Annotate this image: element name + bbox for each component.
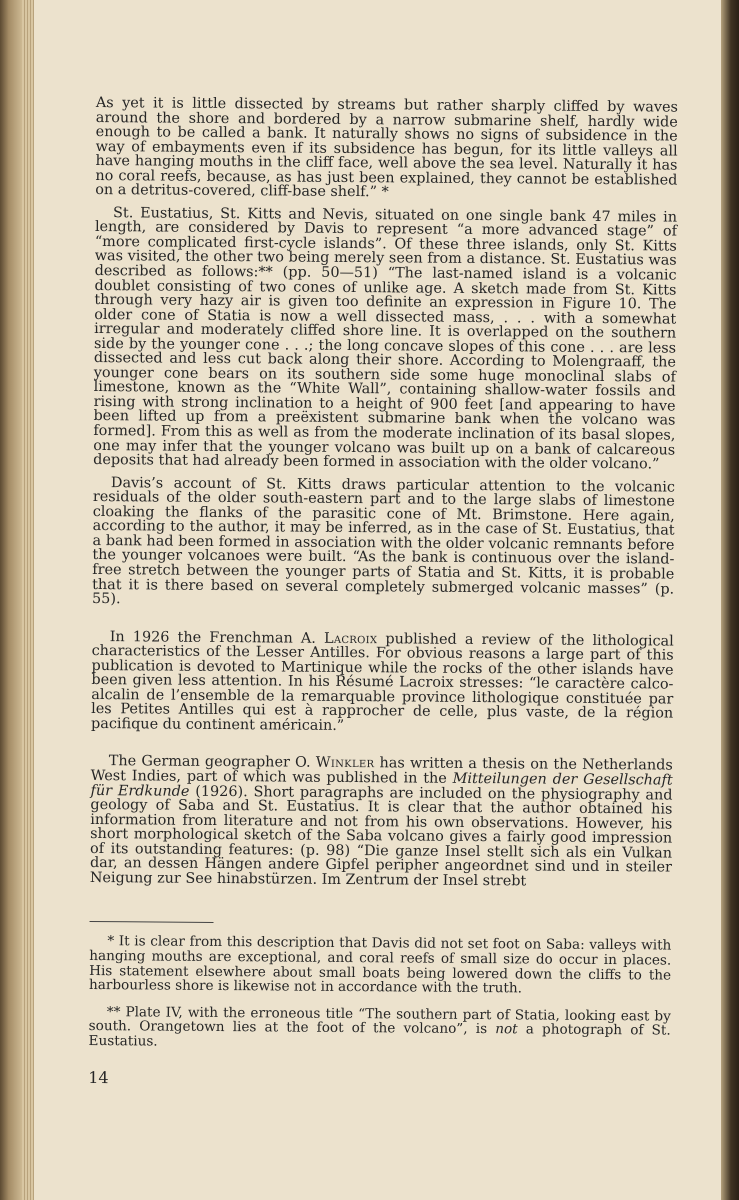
author-name-lacroix: Lacroix <box>323 630 378 647</box>
emphasis-not: not <box>495 1021 518 1038</box>
paragraph-2: St. Eustatius, St. Kitts and Nevis, situated on one single bank 47 miles in length, are considered by Davis to represent “a more advanced stage” of “more complicated first-cycle islands”. Of these three islands, only St. Kitts was visited, the other two being merely seen from a distance. St. Eustatius was described as follows:** (pp. 50—51) “The last-named island is a volcanic doublet consisting of two cones of unlike age. A sketch made from St. Kitts through very hazy air is given too definite an expression in Figure 10. The older cone of Statia is now a well dissected mass, . . . with a somewhat irregular and moderately cliffed shore line. It is overlapped on the southern side by the younger cone . . .; the long concave slopes of this cone . . . are less dissected and less cut back along their shore. According to Molengraaff, the younger cone bears on its southern side some huge monoclinal slabs of limestone, known as the “White Wall”, containing shallow-water fossils and rising with strong inclination to a height of 900 feet [and appearing to have been lifted up from a preëxistent submarine bank when the volcano was formed]. From this as well as from the moderate inclination of its basal slopes, one may infer that the younger volcano was built up on a bank of calcareous deposits that had already been formed in association with the older volcano.” <box>93 204 678 473</box>
page-number: 14 <box>88 1067 109 1087</box>
text-run: ** Plate IV, with the erroneous title “The southern part of Statia, looking east by south. Orangetown lies at the foot of the volcano”, is <box>88 1003 671 1038</box>
footnote-rule <box>90 921 214 923</box>
footnote-2 <box>89 1005 671 1053</box>
text-run: (1926). Short paragraphs are included on the physiography and geology of Saba and St. Eustatius. It is clear that the author obtained his information from literature and not from his own observations. However, his short morphological sketch of the Saba volcano gives a fairly good impression of its outstanding features: (p. 98) “Die ganze Insel stellt sich als ein Vulkan dar, an dessen Hängen andere Gipfel peripher angeordnet sind und in steiler Neigung zur See hinabstürzen. Im Zentrum der Insel strebt <box>89 783 673 890</box>
text-run: has written a thesis on the Netherlands West Indies, part of which was published in the <box>90 755 673 787</box>
footnotes <box>89 934 672 1053</box>
text-run: a photograph of St. Eustatius. <box>88 1021 671 1050</box>
text-run: The German geographer O. <box>108 753 316 772</box>
paragraph-1: As yet it is little dissected by streams but rather sharply cliffed by waves around the shore and bordered by a narrow submarine shelf, hardly wide enough to be called a bank. It naturally shows no signs of subsidence in the way of embayments even if its subsidence has begun, for its little valleys all have hanging mouths in the cliff face, well above the sea level. Naturally it has no coral reefs, because, as has just been explained, they cannot be established on a detritus-covered, cliff-base shelf.” * <box>95 95 678 201</box>
footnote-1: * It is clear from this description that Davis did not set foot on Saba: valleys with hanging mouths are exceptional, and coral reefs of small size do occur in places. His statement elsewhere about small boats being lowered down the cliffs to the harbourless shore is likewise not in accordance with the truth. <box>88 933 672 997</box>
text-run: published a review of the lithological characteristics of the Lesser Antilles. For obvious reasons a large part of this publication is devoted to Martinique while the rocks of the other islands have been given less attention. In his Résumé Lacroix stresses: “le caractère calco-alcalin de l’ensemble de la remarquable province lithologique constituée par les Petites Antilles qui est à rapprocher de celle, plus vaste, de la région pacifique du continent américain.” <box>91 630 674 734</box>
page-stack-edge-inner <box>22 0 34 1200</box>
author-name-winkler: Winkler <box>315 755 375 772</box>
text-run: In 1926 the Frenchman A. <box>109 628 325 647</box>
page-stack-edge <box>0 0 22 1200</box>
paragraph-3: Davis’s account of St. Kitts draws particular attention to the volcanic residuals of the older south-eastern part and to the large slabs of limestone cloaking the flanks of the parasitic cone of Mt. Brimstone. Here again, according to the author, it may be inferred, as in the case of St. Eustatius, that a bank had been formed in association with the older volcanic remnants before the younger volcanoes were built. “As the bank is continuous over the island-free stretch between the younger parts of Statia and St. Kitts, it is probable that it is there based on several completely submerged volcanic masses” (p. 55). <box>91 474 676 608</box>
page-text <box>88 96 678 1090</box>
paragraph-winkler <box>90 754 673 889</box>
book-spine <box>721 0 739 1200</box>
journal-title: Mitteilungen der Gesellschaft für Erdkunde <box>90 770 673 800</box>
paragraph-lacroix <box>91 630 674 736</box>
